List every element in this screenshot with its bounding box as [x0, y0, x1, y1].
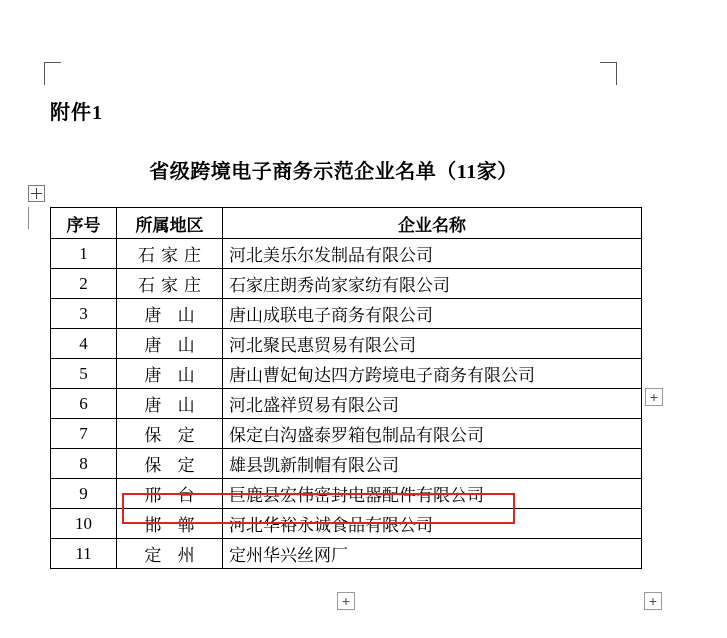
cell-no: 8 [51, 449, 117, 479]
column-header-name: 企业名称 [223, 208, 642, 239]
cell-no: 4 [51, 329, 117, 359]
table-row [51, 329, 642, 359]
page-title: 省级跨境电子商务示范企业名单（11家） [149, 161, 518, 183]
cell-area: 邢 台 [117, 479, 223, 509]
cell-area: 邯 郸 [117, 509, 223, 539]
table-row [51, 389, 642, 419]
insert-row-button[interactable]: + [337, 592, 355, 610]
cell-name: 雄县凯新制帽有限公司 [223, 449, 642, 479]
cell-area: 保 定 [117, 419, 223, 449]
cell-name: 唐山成联电子商务有限公司 [223, 299, 642, 329]
cell-name: 定州华兴丝网厂 [223, 539, 642, 569]
cell-no: 6 [51, 389, 117, 419]
table-row [51, 539, 642, 569]
cell-area: 唐 山 [117, 329, 223, 359]
table-row [51, 509, 642, 539]
table-move-handle[interactable] [28, 185, 45, 202]
cell-no: 5 [51, 359, 117, 389]
table-row [51, 239, 642, 269]
cell-area: 保 定 [117, 449, 223, 479]
cell-area: 石家庄 [117, 269, 223, 299]
table-row-highlighted [51, 479, 642, 509]
cell-no: 3 [51, 299, 117, 329]
cell-name: 河北美乐尔发制品有限公司 [223, 239, 642, 269]
cell-name: 河北聚民惠贸易有限公司 [223, 329, 642, 359]
cell-no: 10 [51, 509, 117, 539]
table-row [51, 359, 642, 389]
table-header-row [51, 208, 642, 239]
cell-no: 11 [51, 539, 117, 569]
cell-area: 唐 山 [117, 299, 223, 329]
cell-area: 唐 山 [117, 389, 223, 419]
cell-name: 保定白沟盛泰罗箱包制品有限公司 [223, 419, 642, 449]
column-header-area: 所属地区 [117, 208, 223, 239]
cell-name: 巨鹿县宏伟密封电器配件有限公司 [223, 479, 642, 509]
cell-name: 唐山曹妃甸达四方跨境电子商务有限公司 [223, 359, 642, 389]
attachment-label: 附件1 [50, 102, 103, 124]
cell-name: 河北华裕永诚食品有限公司 [223, 509, 642, 539]
insert-column-button[interactable]: + [645, 388, 663, 406]
cell-no: 7 [51, 419, 117, 449]
cell-name: 河北盛祥贸易有限公司 [223, 389, 642, 419]
page-corner-mark-top-right [600, 62, 617, 85]
table-row [51, 269, 642, 299]
column-header-no: 序号 [51, 208, 117, 239]
cell-area: 石家庄 [117, 239, 223, 269]
page-corner-mark-top-left [44, 62, 61, 85]
enterprise-list-table [50, 207, 642, 569]
table-row [51, 299, 642, 329]
table-edge-marker [28, 207, 29, 229]
cell-area: 唐 山 [117, 359, 223, 389]
cell-no: 2 [51, 269, 117, 299]
cell-no: 1 [51, 239, 117, 269]
cell-area: 定 州 [117, 539, 223, 569]
table-row [51, 419, 642, 449]
insert-corner-button[interactable]: + [644, 592, 662, 610]
cell-name: 石家庄朗秀尚家家纺有限公司 [223, 269, 642, 299]
cell-no: 9 [51, 479, 117, 509]
table-row [51, 449, 642, 479]
